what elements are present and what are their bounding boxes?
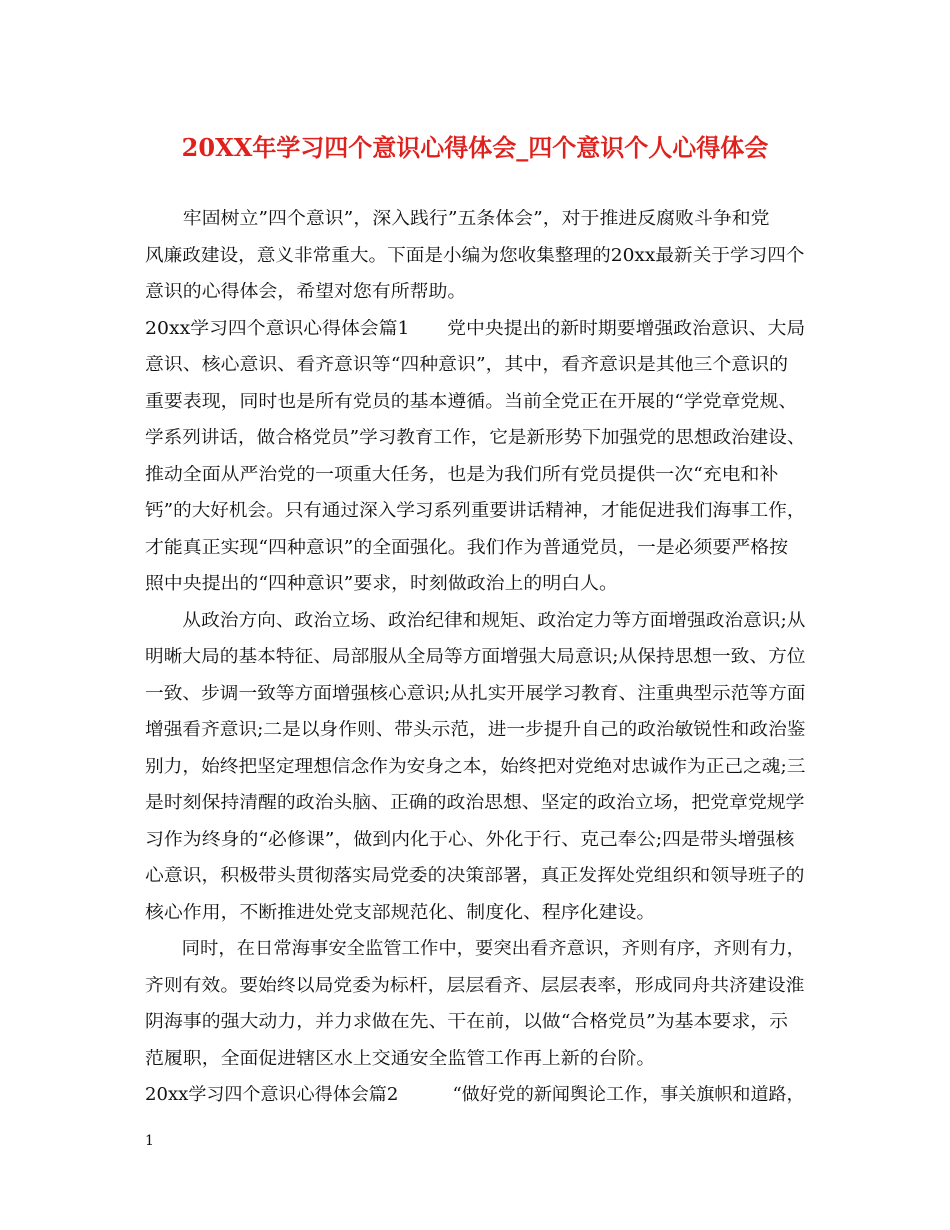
- body-line: 钙”的大好机会。只有通过深入学习系列重要讲话精神，才能促进我们海事工作，: [145, 501, 806, 521]
- body-line: 学系列讲话，做合格党员”学习教育工作，它是新形势下加强党的思想政治建设、: [145, 428, 806, 448]
- body-line: 20xx学习四个意识心得体会篇1 党中央提出的新时期要增强政治意识、大局: [145, 318, 806, 339]
- body-line: 照中央提出的“四种意识”要求，时刻做政治上的明白人。: [145, 574, 618, 594]
- body-line: 阴海事的强大动力，并力求做在先、干在前，以做“合格党员”为基本要求，示: [145, 1012, 789, 1032]
- body-line: 意识、核心意识、看齐意识等“四种意识”，其中，看齐意识是其他三个意识的: [145, 355, 789, 375]
- document-title: 20XX年学习四个意识心得体会_四个意识个人心得体会: [181, 133, 769, 162]
- body-line: 才能真正实现“四种意识”的全面强化。我们作为普通党员，一是必须要严格按: [145, 537, 789, 558]
- body-line: 推动全面从严治党的一项重大任务，也是为我们所有党员提供一次“充电和补: [145, 464, 779, 485]
- body-line: 心意识，积极带头贯彻落实局党委的决策部署，真正发挥处党组织和领导班子的: [145, 866, 805, 886]
- body-line: 风廉政建设，意义非常重大。下面是小编为您收集整理的20xx最新关于学习四个: [145, 245, 805, 266]
- body-line: 齐则有效。要始终以局党委为标杆，层层看齐、层层表率，形成同舟共济建设淮: [145, 975, 805, 996]
- body-line: 重要表现，同时也是所有党员的基本遵循。当前全党正在开展的“学党章党规、: [145, 391, 798, 412]
- page-number: 1: [145, 1133, 154, 1149]
- body-line: 同时，在日常海事安全监管工作中，要突出看齐意识，齐则有序，齐则有力，: [145, 939, 805, 959]
- body-line: 别力，始终把坚定理想信念作为安身之本，始终把对党绝对忠诚作为正己之魂;三: [145, 756, 806, 777]
- body-line: 范履职，全面促进辖区水上交通安全监管工作再上新的台阶。: [145, 1048, 656, 1069]
- body-line: 明晰大局的基本特征、局部服从全局等方面增强大局意识;从保持思想一致、方位: [145, 647, 806, 667]
- body-line: 20xx学习四个意识心得体会篇2 “做好党的新闻舆论工作，事关旗帜和道路，: [145, 1085, 805, 1105]
- body-line: 从政治方向、政治立场、政治纪律和规矩、政治定力等方面增强政治意识;从: [145, 610, 806, 631]
- body-line: 是时刻保持清醒的政治头脑、正确的政治思想、坚定的政治立场，把党章党规学: [145, 793, 805, 813]
- body-line: 一致、步调一致等方面增强核心意识;从扎实开展学习教育、注重典型示范等方面: [145, 683, 806, 704]
- body-line: 习作为终身的“必修课”，做到内化于心、外化于行、克己奉公;四是带头增强核: [145, 829, 795, 850]
- body-line: 核心作用，不断推进处党支部规范化、制度化、程序化建设。: [145, 902, 656, 923]
- body-line: 意识的心得体会，希望对您有所帮助。: [145, 282, 467, 302]
- body-line: 增强看齐意识;二是以身作则、带头示范，进一步提升自己的政治敏锐性和政治鉴: [145, 720, 806, 740]
- body-line: 牢固树立”四个意识”，深入践行”五条体会”，对于推进反腐败斗争和党: [145, 209, 770, 229]
